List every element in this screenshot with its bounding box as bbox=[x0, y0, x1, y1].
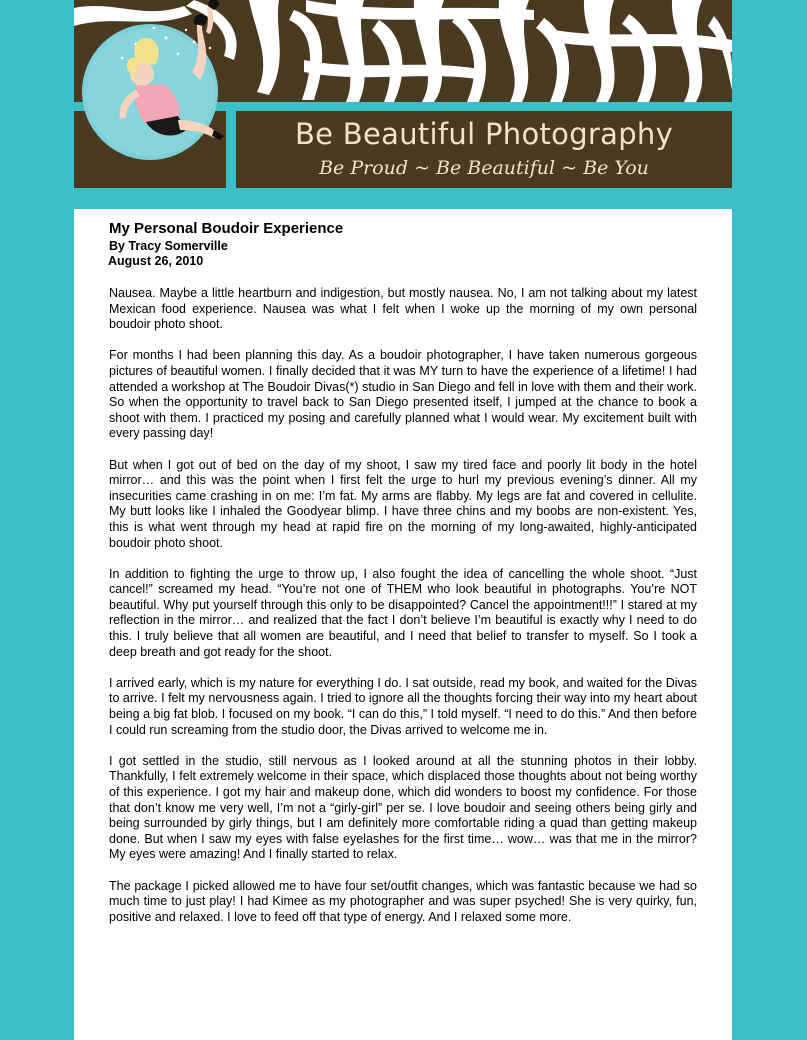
article bbox=[109, 219, 697, 925]
article-body bbox=[109, 286, 697, 925]
article-title: My Personal Boudoir Experience bbox=[109, 220, 344, 237]
brand-title-box bbox=[236, 111, 732, 188]
paragraph: I arrived early, which is my nature for everything I do. I sat outside, read my book, and waited for the Divas to arrive. I felt my nervousness again. I tried to ignore all the thoughts forcing their way into my heart about being a big fat blob. I focused on my book. “I can do this,” I told myself. “I need to do this.” And then before I could run screaming from the studio door, the Divas arrived to welcome me in. bbox=[109, 675, 697, 737]
article-author: By Tracy Somerville bbox=[109, 239, 228, 253]
header-banner bbox=[74, 0, 732, 209]
brand-title: Be Beautiful Photography bbox=[294, 117, 674, 151]
paragraph: I got settled in the studio, still nervous as I looked around at all the stunning photos in their lobby. Thankfully, I felt extremely welcome in their space, which displaced those thoughts about not being worthy of this experience. I got my hair and makeup done, which did wonders to boost my confidence. For those that don’t know me very well, I’m not a “girly-girl” per se. I love boudoir and seeing others being girly and being surrounded by girly things, but I am definitely more comfortable riding a quad than getting makeup done. But when I saw my eyes with false eyelashes for the first time… wow… was that me in the mirror? My eyes were amazing! And I finally started to relax. bbox=[109, 753, 697, 862]
page bbox=[74, 0, 732, 1040]
article-date: August 26, 2010 bbox=[108, 254, 204, 268]
pinup-illustration bbox=[74, 0, 294, 200]
brand-tagline: Be Proud ~ Be Beautiful ~ Be You bbox=[319, 157, 649, 179]
paragraph: But when I got out of bed on the day of my shoot, I saw my tired face and poorly lit body in the hotel mirror… and this was the point when I first felt the urge to hurl my previous evening’s dinner. All my insecurities came crashing in on me: I’m fat. My arms are flabby. My legs are fat and covered in cellulite. My butt looks like I inhaled the Goodyear blimp. I have three chins and my boobs are non-existent. Yes, this is what went through my head at rapid fire on the morning of my long-awaited, highly-anticipated boudoir photo shoot. bbox=[109, 457, 697, 550]
paragraph: The package I picked allowed me to have four set/outfit changes, which was fantastic because we had so much time to just play! I had Kimee as my photographer and was super psyched! She is very quirky, fun, positive and relaxed. I love to feed off that type of energy. And I relaxed some more. bbox=[109, 878, 697, 924]
paragraph: Nausea. Maybe a little heartburn and indigestion, but mostly nausea. No, I am not talking about my latest Mexican food experience. Nausea was what I felt when I woke up the morning of my own personal boudoir photo shoot. bbox=[109, 286, 697, 332]
paragraph: For months I had been planning this day. As a boudoir photographer, I have taken numerous gorgeous pictures of beautiful women. I finally decided that it was MY turn to have the experience of a lifetime! I had attended a workshop at The Boudoir Divas(*) studio in San Diego and fell in love with them and their work. So when the opportunity to travel back to San Diego presented itself, I jumped at the chance to book a shoot with them. I practiced my posing and carefully planned what I would wear. My excitement built with every passing day! bbox=[109, 348, 697, 441]
paragraph: In addition to fighting the urge to throw up, I also fought the idea of cancelling the whole shoot. “Just cancel!” screamed my head. “You’re not one of THEM who look beautiful in photographs. You’re NOT beautiful. Why put yourself through this only to be disappointed? Cancel the appointment!!!” I stared at my reflection in the mirror… and realized that the fact I don’t believe I’m beautiful is exactly why I need to do this. I truly believe that all women are beautiful, and I need that belief to transfer to myself. So I took a deep breath and got ready for the shoot. bbox=[109, 566, 697, 659]
